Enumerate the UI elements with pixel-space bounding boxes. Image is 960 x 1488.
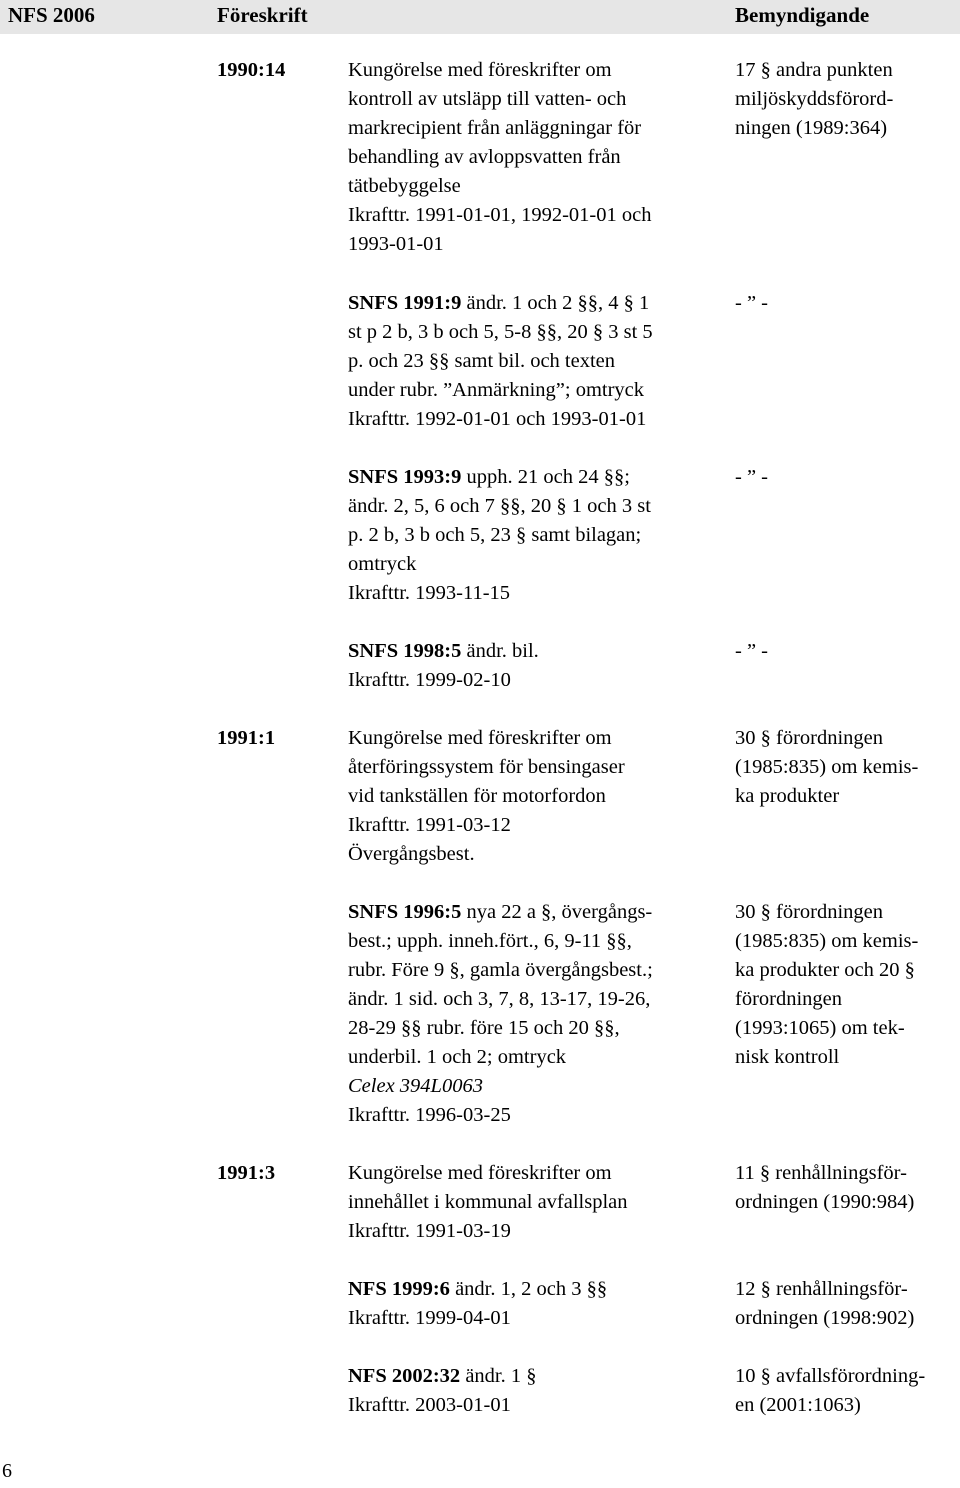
entry-year: 1990:14 <box>217 59 286 81</box>
text-line: ordningen (1998:902) <box>735 1307 915 1329</box>
text-line: p. och 23 §§ samt bil. och texten <box>348 350 616 372</box>
text-line: ka produkter och 20 § <box>735 959 915 981</box>
text-line: Ikrafttr. 1993-11-15 <box>348 582 511 604</box>
text-line <box>348 289 649 318</box>
text-line: Ikrafttr. 1999-02-10 <box>348 669 511 691</box>
text-span: ändr. 1, 2 och 3 §§ <box>449 1278 608 1300</box>
text-line: Kungörelse med föreskrifter om <box>348 59 612 81</box>
text-line: Ikrafttr. 1992-01-01 och 1993-01-01 <box>348 408 647 430</box>
text-line: ändr. 1 sid. och 3, 7, 8, 13-17, 19-26, <box>348 988 651 1010</box>
text-line: 30 § förordningen <box>735 727 884 749</box>
text-line: nisk kontroll <box>735 1046 840 1068</box>
text-line <box>348 637 539 666</box>
text-line: Övergångsbest. <box>348 843 475 865</box>
ditto-mark: - ” - <box>735 640 769 662</box>
celex-text: Celex 394L0063 <box>348 1075 483 1097</box>
text-line: ka produkter <box>735 785 840 807</box>
celex-ref <box>348 1072 483 1101</box>
entry-year: 1991:1 <box>217 727 276 749</box>
text-line: (1993:1065) om tek- <box>735 1017 905 1039</box>
text-line: 1993-01-01 <box>348 233 444 255</box>
text-line <box>348 1362 536 1391</box>
header-bemyndigande: Bemyndigande <box>735 3 870 27</box>
text-line: innehållet i kommunal avfallsplan <box>348 1191 628 1213</box>
amendment-ref: SNFS 1991:9 <box>348 292 462 314</box>
text-line: kontroll av utsläpp till vatten- och <box>348 88 627 110</box>
text-line: 10 § avfallsförordning- <box>735 1365 926 1387</box>
page-number: 6 <box>2 1460 12 1482</box>
text-line: rubr. Före 9 §, gamla övergångsbest.; <box>348 959 653 981</box>
text-span: ändr. 1 och 2 §§, 4 § 1 <box>461 292 650 314</box>
text-line: p. 2 b, 3 b och 5, 23 § samt bilagan; <box>348 524 642 546</box>
text-line: Ikrafttr. 1991-03-12 <box>348 814 511 836</box>
text-span: upph. 21 och 24 §§; <box>461 466 630 488</box>
amendment-ref: NFS 1999:6 <box>348 1278 450 1300</box>
text-line: tätbebyggelse <box>348 175 461 197</box>
entry-year: 1991:3 <box>217 1162 276 1184</box>
text-line: underbil. 1 och 2; omtryck <box>348 1046 567 1068</box>
text-line: behandling av avloppsvatten från <box>348 146 621 168</box>
text-line: förordningen <box>735 988 843 1010</box>
text-line: ningen (1989:364) <box>735 117 888 139</box>
text-line: miljöskyddsförord- <box>735 88 894 110</box>
text-line: 30 § förordningen <box>735 901 884 923</box>
text-line <box>348 898 652 927</box>
text-line: Ikrafttr. 1996-03-25 <box>348 1104 511 1126</box>
text-line: Kungörelse med föreskrifter om <box>348 727 612 749</box>
text-line: återföringssystem för bensingaser <box>348 756 625 778</box>
header-series: NFS 2006 <box>8 3 95 27</box>
text-line: Ikrafttr. 2003-01-01 <box>348 1394 511 1416</box>
text-line: best.; upph. inneh.fört., 6, 9-11 §§, <box>348 930 632 952</box>
text-line: en (2001:1063) <box>735 1394 861 1416</box>
text-line: 28-29 §§ rubr. före 15 och 20 §§, <box>348 1017 620 1039</box>
amendment-ref: NFS 2002:32 <box>348 1365 461 1387</box>
text-line: st p 2 b, 3 b och 5, 5-8 §§, 20 § 3 st 5 <box>348 321 653 343</box>
text-line: Ikrafttr. 1999-04-01 <box>348 1307 511 1329</box>
text-line: Ikrafttr. 1991-01-01, 1992-01-01 och <box>348 204 652 226</box>
text-line <box>348 463 630 492</box>
text-line: vid tankställen för motorfordon <box>348 785 606 807</box>
amendment-ref: SNFS 1993:9 <box>348 466 462 488</box>
text-line: 11 § renhållningsför- <box>735 1162 907 1184</box>
text-line: omtryck <box>348 553 417 575</box>
text-line <box>348 1275 607 1304</box>
text-line: (1985:835) om kemis- <box>735 930 919 952</box>
text-span: nya 22 a §, övergångs- <box>461 901 653 923</box>
text-line: 12 § renhållningsför- <box>735 1278 908 1300</box>
table-header <box>0 0 960 34</box>
text-line: (1985:835) om kemis- <box>735 756 919 778</box>
text-line: Ikrafttr. 1991-03-19 <box>348 1220 511 1242</box>
text-line: 17 § andra punkten <box>735 59 893 81</box>
ditto-mark: - ” - <box>735 466 769 488</box>
text-line: under rubr. ”Anmärkning”; omtryck <box>348 379 645 401</box>
text-span: ändr. 1 § <box>460 1365 537 1387</box>
text-span: ändr. bil. <box>461 640 539 662</box>
amendment-ref: SNFS 1998:5 <box>348 640 462 662</box>
amendment-ref: SNFS 1996:5 <box>348 901 462 923</box>
text-line: ändr. 2, 5, 6 och 7 §§, 20 § 1 och 3 st <box>348 495 651 517</box>
ditto-mark: - ” - <box>735 292 769 314</box>
text-line: markrecipient från anläggningar för <box>348 117 642 139</box>
text-line: ordningen (1990:984) <box>735 1191 915 1213</box>
header-foreskrift: Föreskrift <box>217 3 308 27</box>
text-line: Kungörelse med föreskrifter om <box>348 1162 612 1184</box>
